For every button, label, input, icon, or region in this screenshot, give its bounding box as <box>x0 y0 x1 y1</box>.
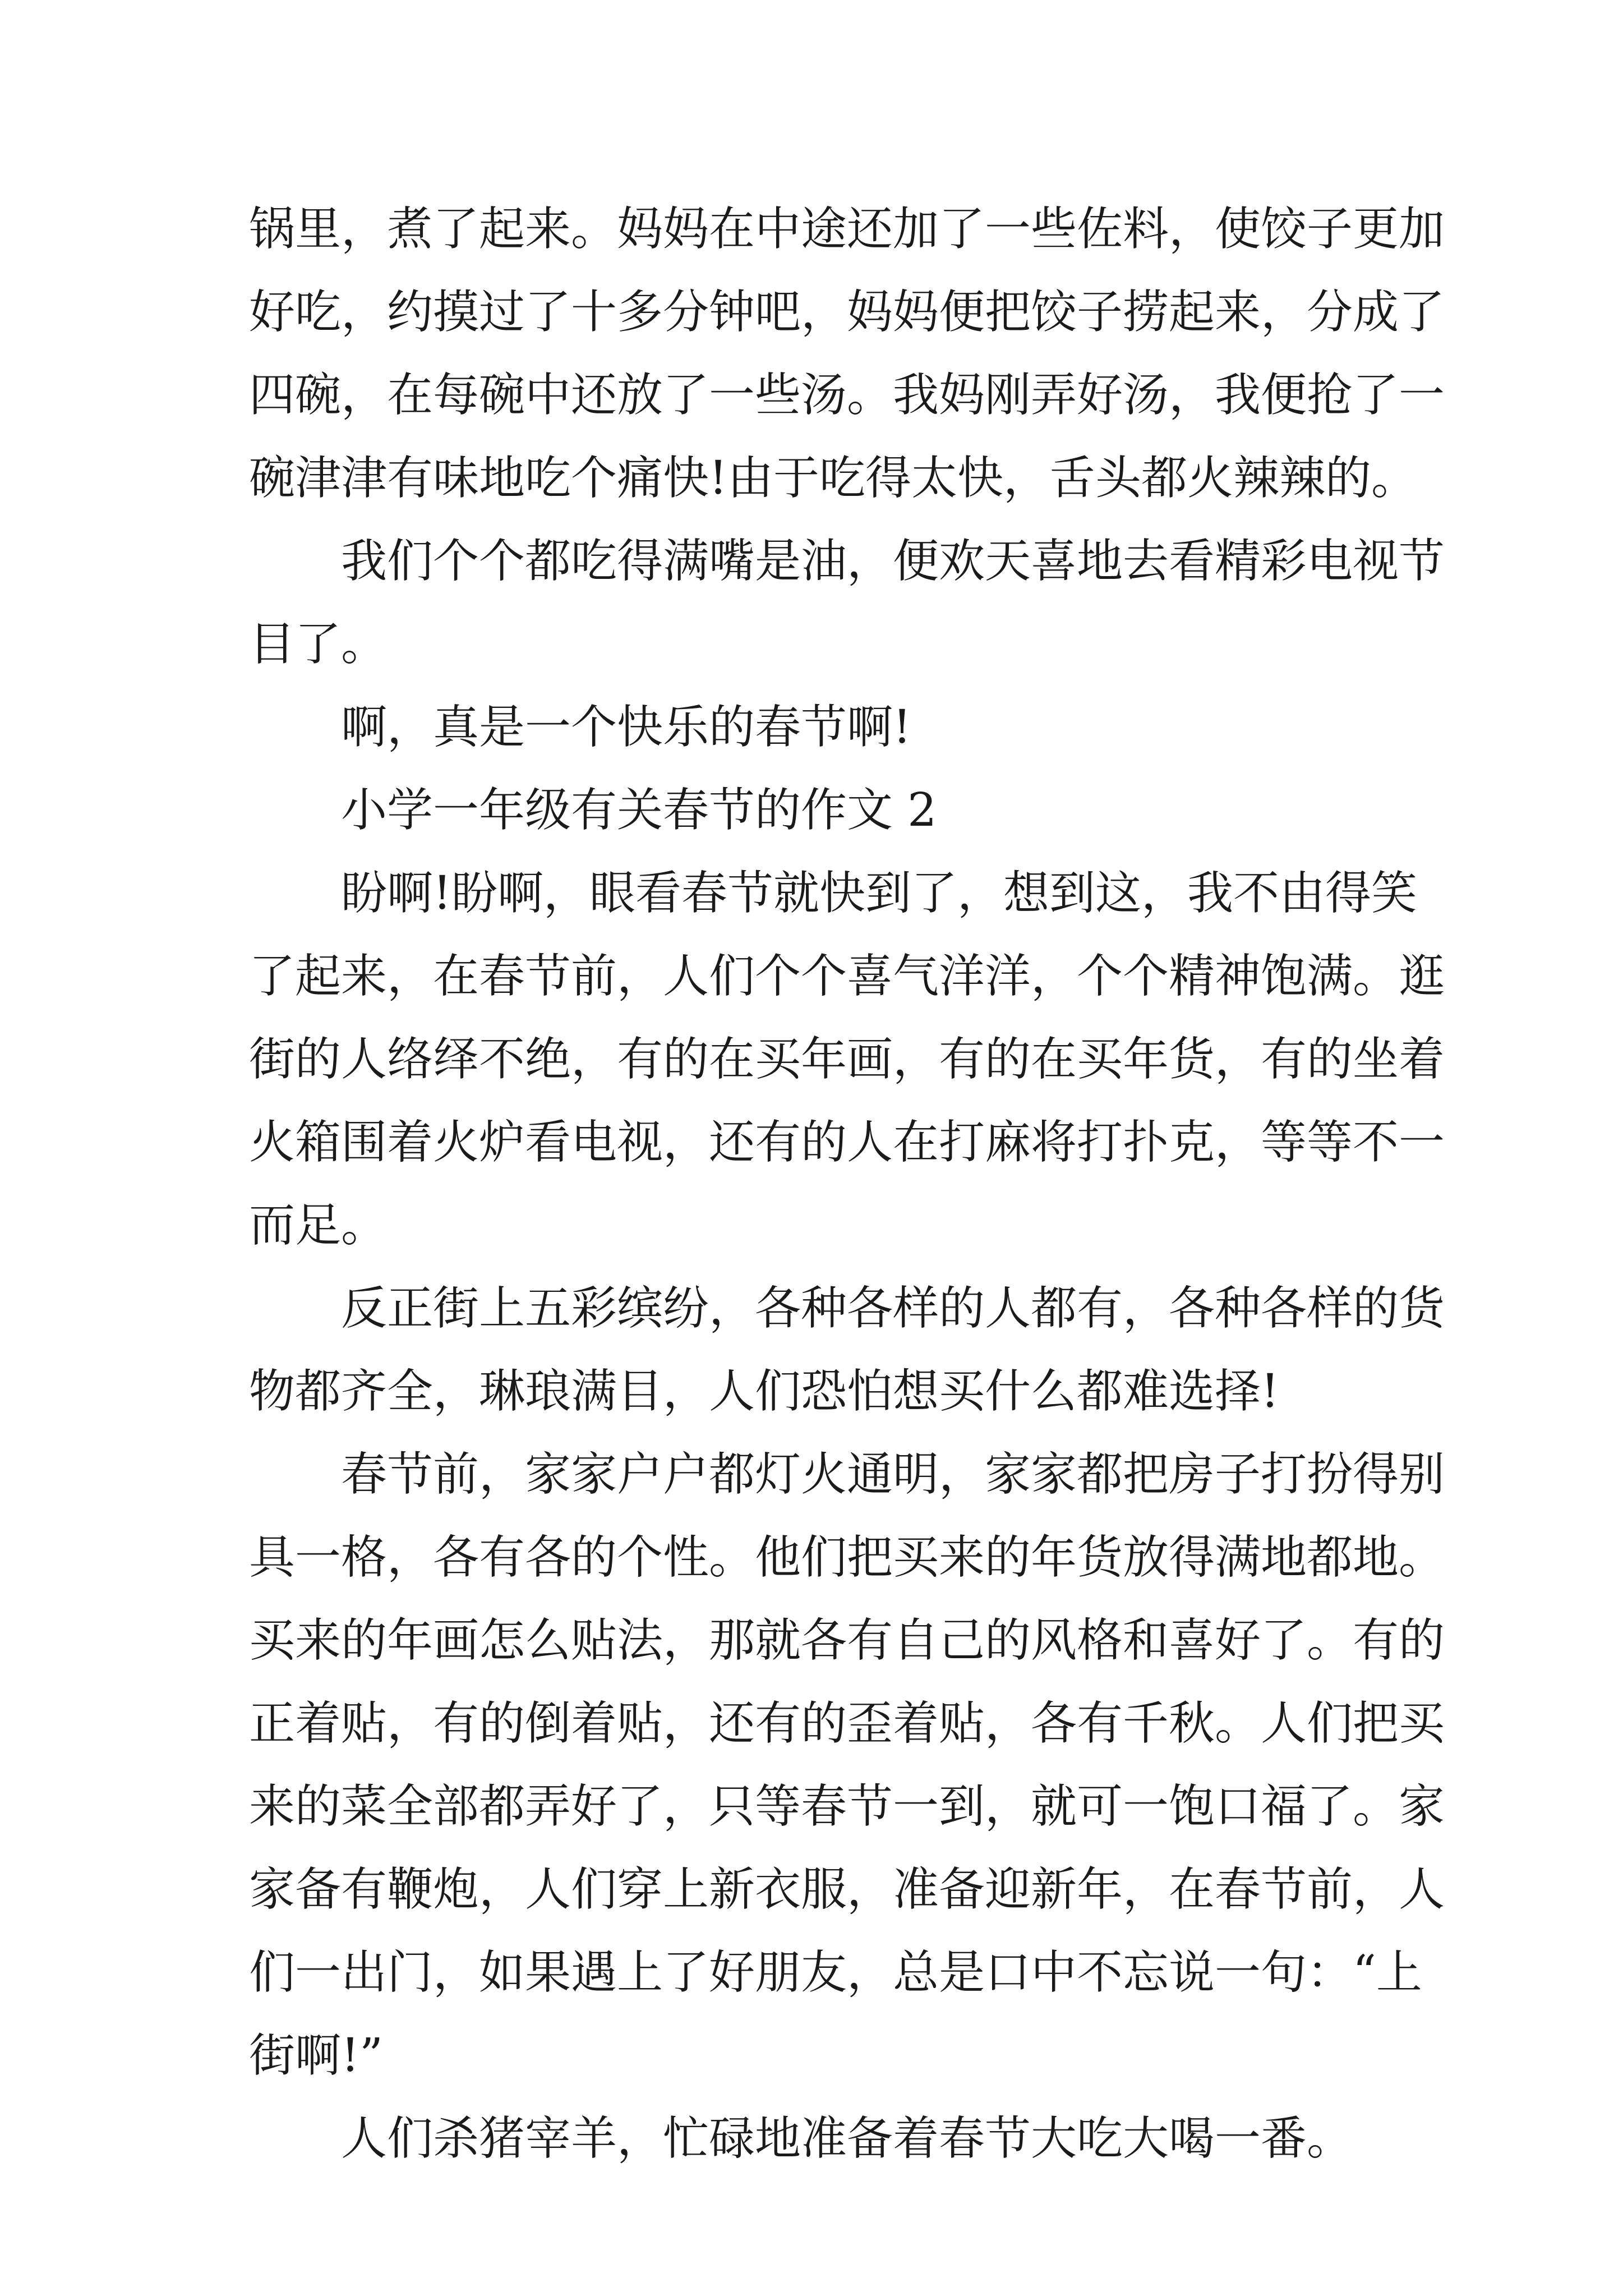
text-line: 碗津津有味地吃个痛快!由于吃得太快，舌头都火辣辣的。 <box>249 452 1417 505</box>
text-line: 盼啊!盼啊，眼看春节就快到了，想到这，我不由得笑 <box>341 867 1417 920</box>
paragraph <box>249 2097 1399 2180</box>
paragraph <box>249 188 1445 520</box>
text-line: 人们杀猪宰羊，忙碌地准备着春节大吃大喝一番。 <box>341 2112 1353 2165</box>
text-line: 正着贴，有的倒着贴，还有的歪着贴，各有千秋。人们把买 <box>249 1697 1445 1750</box>
text-line: 物都齐全，琳琅满目，人们恐怕想买什么都难选择! <box>249 1365 1279 1418</box>
document-body <box>249 188 1445 2180</box>
paragraph <box>249 852 1445 1267</box>
paragraph <box>249 1267 1445 1433</box>
text-line: 买来的年画怎么贴法，那就各有自己的风格和喜好了。有的 <box>249 1614 1445 1667</box>
text-line: 反正街上五彩缤纷，各种各样的人都有，各种各样的货 <box>341 1282 1445 1335</box>
text-line: 了起来，在春节前，人们个个喜气洋洋，个个精神饱满。逛 <box>249 950 1445 1003</box>
text-line: 啊，真是一个快乐的春节啊! <box>341 701 911 754</box>
text-line: 们一出门，如果遇上了好朋友，总是口中不忘说一句：“上 <box>249 1946 1422 1999</box>
text-line: 好吃，约摸过了十多分钟吧，妈妈便把饺子捞起来，分成了 <box>249 286 1445 339</box>
text-line: 街啊!” <box>249 2029 383 2082</box>
text-line: 目了。 <box>249 618 388 671</box>
text-line: 来的菜全部都弄好了，只等春节一到，就可一饱口福了。家 <box>249 1780 1445 1833</box>
paragraph <box>249 520 1445 686</box>
text-line: 我们个个都吃得满嘴是油，便欢天喜地去看精彩电视节 <box>341 535 1445 588</box>
text-line: 春节前，家家户户都灯火通明，家家都把房子打扮得别 <box>341 1448 1445 1501</box>
paragraph <box>249 1433 1445 2097</box>
heading-line: 小学一年级有关春节的作文 2 <box>341 784 937 837</box>
text-line: 街的人络绎不绝，有的在买年画，有的在买年货，有的坐着 <box>249 1033 1445 1086</box>
text-line: 而足。 <box>249 1199 388 1252</box>
text-line: 家备有鞭炮，人们穿上新衣服，准备迎新年，在春节前，人 <box>249 1863 1445 1916</box>
text-line: 锅里，煮了起来。妈妈在中途还加了一些佐料，使饺子更加 <box>249 203 1445 256</box>
text-line: 火箱围着火炉看电视，还有的人在打麻将打扑克，等等不一 <box>249 1116 1445 1169</box>
text-line: 四碗，在每碗中还放了一些汤。我妈刚弄好汤，我便抢了一 <box>249 369 1445 422</box>
paragraph <box>249 686 1399 769</box>
text-line: 具一格，各有各的个性。他们把买来的年货放得满地都地。 <box>249 1531 1445 1584</box>
essay-heading <box>249 769 1399 852</box>
